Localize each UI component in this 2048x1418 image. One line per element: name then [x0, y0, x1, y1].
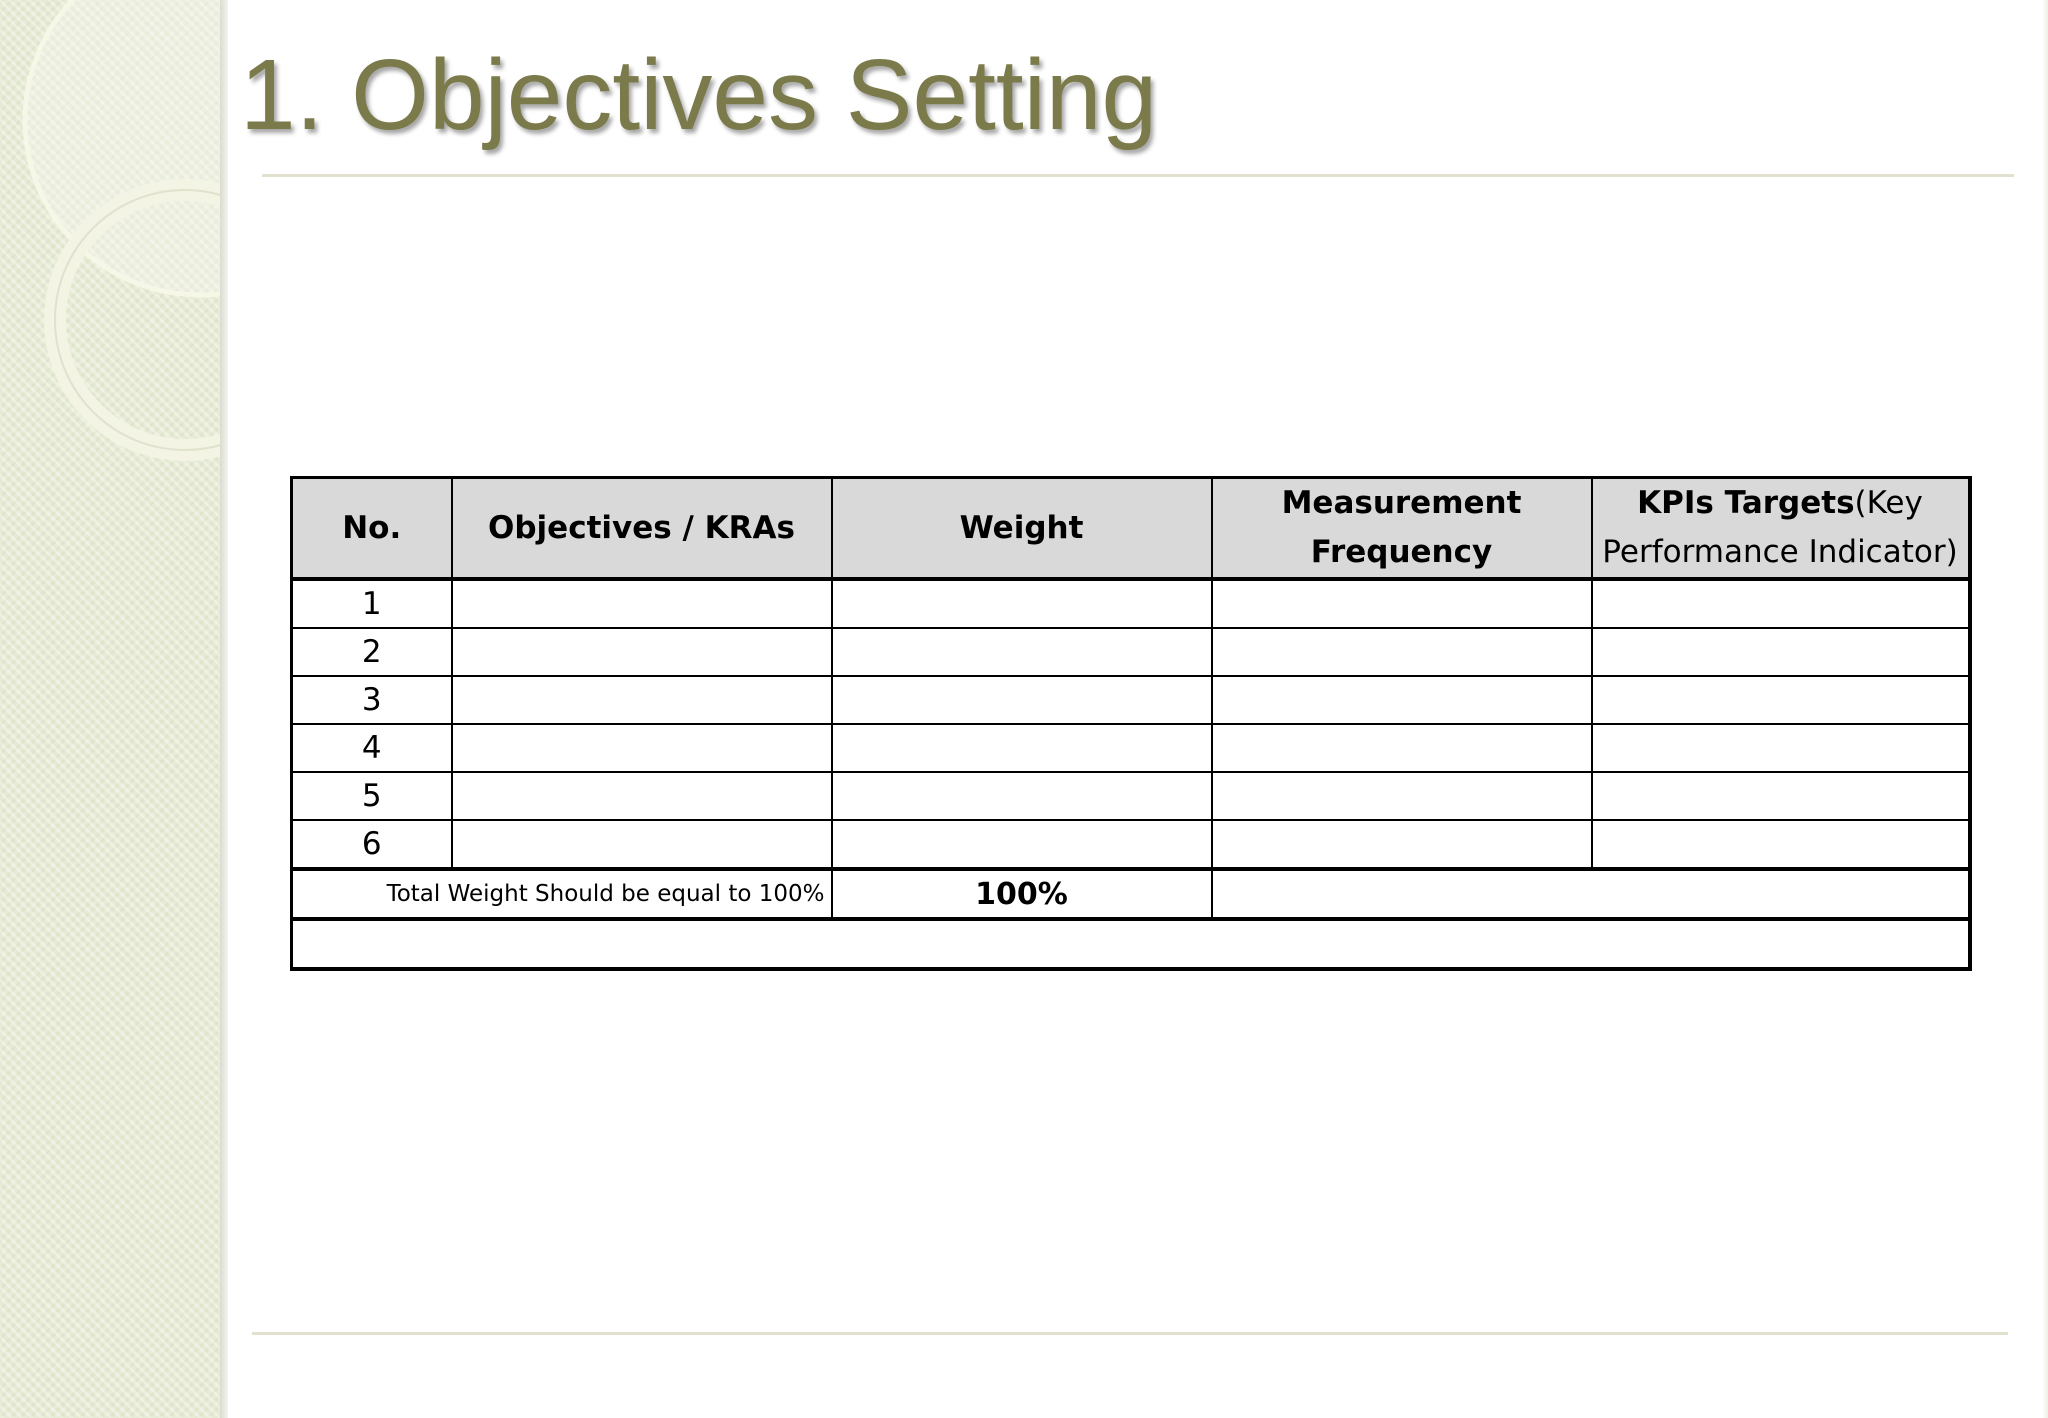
objective-cell[interactable] [452, 772, 832, 820]
table-row [292, 772, 1970, 820]
kpi-cell[interactable] [1592, 628, 1970, 676]
header-no: No. [292, 478, 452, 580]
row-number: 3 [292, 676, 452, 724]
table-header-row [292, 478, 1970, 580]
weight-cell[interactable] [832, 628, 1212, 676]
header-weight: Weight [832, 478, 1212, 580]
kpi-cell[interactable] [1592, 724, 1970, 772]
footer-blank-cell [292, 919, 1970, 969]
sidebar-divider [220, 0, 228, 1418]
kpi-cell[interactable] [1592, 820, 1970, 869]
total-row-blank-cell [1212, 869, 1970, 919]
table-row [292, 579, 1970, 628]
table-row [292, 820, 1970, 869]
table-row [292, 724, 1970, 772]
weight-cell[interactable] [832, 724, 1212, 772]
row-number: 6 [292, 820, 452, 869]
slide-title: 1. Objectives Setting [240, 39, 1158, 151]
objective-cell[interactable] [452, 676, 832, 724]
row-number: 5 [292, 772, 452, 820]
header-kpi-bold: KPIs Targets [1637, 485, 1855, 521]
row-number: 2 [292, 628, 452, 676]
frequency-cell[interactable] [1212, 676, 1592, 724]
objective-cell[interactable] [452, 579, 832, 628]
total-weight-value: 100% [832, 869, 1212, 919]
weight-cell[interactable] [832, 676, 1212, 724]
decorative-circles-graphic [0, 0, 220, 1418]
weight-cell[interactable] [832, 772, 1212, 820]
header-frequency-line1: Measurement [1281, 485, 1522, 521]
header-kpi-rest-line1: (Key [1854, 485, 1923, 521]
frequency-cell[interactable] [1212, 579, 1592, 628]
header-objectives: Objectives / KRAs [452, 478, 832, 580]
header-measurement-frequency [1212, 478, 1592, 580]
objective-cell[interactable] [452, 724, 832, 772]
right-edge-shade [2042, 0, 2048, 1418]
row-number: 4 [292, 724, 452, 772]
frequency-cell[interactable] [1212, 772, 1592, 820]
kpi-cell[interactable] [1592, 676, 1970, 724]
objectives-table [290, 476, 1972, 971]
frequency-cell[interactable] [1212, 820, 1592, 869]
title-underline-rule [262, 174, 2014, 177]
blank-footer-row [292, 919, 1970, 969]
decorative-sidebar [0, 0, 220, 1418]
table-row [292, 628, 1970, 676]
footer-rule [252, 1332, 2008, 1335]
weight-cell[interactable] [832, 820, 1212, 869]
total-weight-label: Total Weight Should be equal to 100% [292, 869, 832, 919]
kpi-cell[interactable] [1592, 579, 1970, 628]
frequency-cell[interactable] [1212, 724, 1592, 772]
weight-cell[interactable] [832, 579, 1212, 628]
header-kpi-targets [1592, 478, 1970, 580]
header-frequency-line2: Frequency [1310, 534, 1493, 570]
table-row [292, 676, 1970, 724]
kpi-cell[interactable] [1592, 772, 1970, 820]
row-number: 1 [292, 579, 452, 628]
frequency-cell[interactable] [1212, 628, 1592, 676]
total-row [292, 869, 1970, 919]
objective-cell[interactable] [452, 820, 832, 869]
objective-cell[interactable] [452, 628, 832, 676]
header-kpi-rest-line2: Performance Indicator) [1602, 534, 1958, 570]
